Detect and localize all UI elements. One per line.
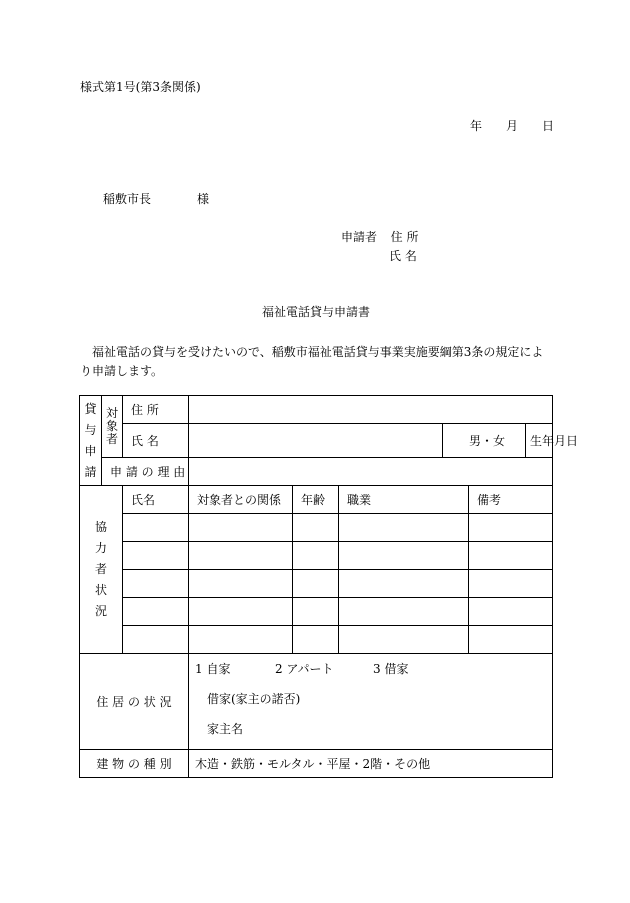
coop-cell[interactable] (293, 542, 339, 570)
date-day-label: 日 (542, 119, 555, 133)
reason-field[interactable] (189, 458, 553, 486)
table-row (80, 598, 553, 626)
date-line (470, 120, 554, 132)
addressee-name: 稲敷市長 (103, 192, 152, 206)
coop-cell[interactable] (123, 598, 189, 626)
address-field[interactable] (189, 396, 553, 424)
addressee-honorific: 様 (197, 192, 210, 206)
document-title: 福祉電話貸与申請書 (262, 305, 371, 319)
addressee (103, 193, 209, 205)
housing-status-field[interactable] (189, 654, 553, 750)
application-form-table (79, 395, 579, 778)
coop-cell[interactable] (293, 570, 339, 598)
subject-label: 対象者 (102, 396, 123, 458)
table-row (80, 570, 553, 598)
loan-application-label: 貸与申請 (80, 396, 102, 486)
birthdate-label: 生年月日 (526, 424, 553, 458)
table-row (80, 514, 553, 542)
coop-cell[interactable] (339, 626, 469, 654)
coop-cell[interactable] (339, 542, 469, 570)
address-label: 住 所 (123, 396, 189, 424)
coop-cell[interactable] (189, 514, 293, 542)
building-type-label: 建 物 の 種 別 (80, 750, 189, 778)
table-row (80, 542, 553, 570)
coop-header-occupation: 職業 (339, 486, 469, 514)
building-type-options[interactable]: 木造・鉄筋・モルタル・平屋・2階・その他 (189, 750, 553, 778)
applicant-address-label: 住 所 (390, 230, 419, 244)
coop-cell[interactable] (469, 626, 553, 654)
coop-header-name: 氏名 (123, 486, 189, 514)
coop-cell[interactable] (339, 598, 469, 626)
coop-cell[interactable] (339, 514, 469, 542)
date-year-label: 年 (470, 119, 483, 133)
coop-header-remarks: 備考 (469, 486, 553, 514)
landlord-name-label: 家主名 (207, 722, 244, 736)
coop-cell[interactable] (123, 570, 189, 598)
coop-cell[interactable] (339, 570, 469, 598)
housing-option-rental[interactable]: 3 借家 (373, 662, 409, 676)
coop-cell[interactable] (189, 598, 293, 626)
coop-cell[interactable] (123, 514, 189, 542)
applicant-address-line (341, 231, 419, 243)
applicant-name-line (389, 250, 417, 262)
applicant-name-label: 氏 名 (389, 249, 417, 263)
reason-label: 申 請 の 理 由 (102, 458, 189, 486)
rental-consent: 借家(家主の諾否) (207, 692, 301, 706)
applicant-label: 申請者 (341, 230, 378, 244)
housing-status-label: 住 居 の 状 況 (80, 654, 189, 750)
housing-options-row (195, 654, 552, 684)
coop-cell[interactable] (189, 570, 293, 598)
coop-cell[interactable] (293, 514, 339, 542)
coop-cell[interactable] (189, 542, 293, 570)
form-number: 様式第1号(第3条関係) (80, 80, 201, 94)
table-row (80, 626, 553, 654)
coop-cell[interactable] (123, 626, 189, 654)
date-month-label: 月 (506, 119, 519, 133)
cooperator-status-label: 協力者状況 (80, 486, 123, 654)
coop-cell[interactable] (469, 570, 553, 598)
coop-cell[interactable] (469, 598, 553, 626)
coop-cell[interactable] (123, 542, 189, 570)
coop-cell[interactable] (293, 626, 339, 654)
gender-select[interactable]: 男・女 (443, 424, 526, 458)
name-field[interactable] (189, 424, 443, 458)
coop-cell[interactable] (189, 626, 293, 654)
name-label: 氏 名 (123, 424, 189, 458)
coop-cell[interactable] (469, 514, 553, 542)
coop-header-age: 年齢 (293, 486, 339, 514)
coop-header-relation: 対象者との関係 (189, 486, 293, 514)
housing-option-own[interactable]: 1 自家 (195, 662, 231, 676)
coop-cell[interactable] (469, 542, 553, 570)
housing-option-apartment[interactable]: 2 アパート (275, 662, 334, 676)
document-body: 福祉電話の貸与を受けたいので、稲敷市福祉電話貸与事業実施要綱第3条の規定により申請します。 (80, 345, 544, 378)
coop-cell[interactable] (293, 598, 339, 626)
